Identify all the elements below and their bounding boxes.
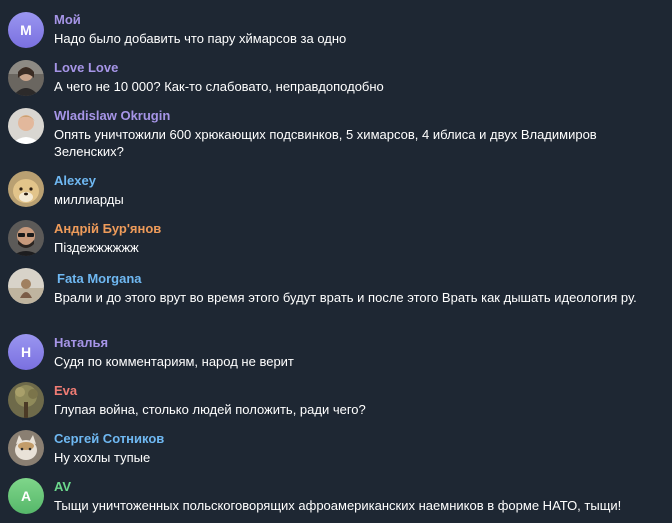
author-name[interactable]: Fata Morgana <box>57 271 142 286</box>
avatar[interactable] <box>8 60 44 96</box>
user-photo-icon <box>8 220 44 256</box>
doge-photo-icon <box>8 171 44 207</box>
comment-text: А чего не 10 000? Как-то слабовато, неправдоподобно <box>54 79 384 94</box>
user-photo-icon <box>8 60 44 96</box>
author-name[interactable]: Андрій Бур'янов <box>54 221 162 236</box>
author-name[interactable]: Eva <box>54 383 78 398</box>
avatar[interactable] <box>8 382 44 418</box>
user-photo-icon <box>8 268 44 304</box>
comment-text: Опять уничтожили 600 хрюкающих подсвинков, 5 химарсов, 4 иблиса и двух Владимиров Зеленских? <box>54 127 597 159</box>
author-name[interactable]: Alexey <box>54 173 96 188</box>
avatar[interactable] <box>8 220 44 256</box>
nature-photo-icon <box>8 382 44 418</box>
author-name[interactable]: Наталья <box>54 335 109 350</box>
comment-text: Надо было добавить что пару хймарсов за одно <box>54 31 347 46</box>
user-photo-icon <box>8 108 44 144</box>
author-name[interactable]: Love Love <box>54 60 119 75</box>
comment-text: Піздежжжжжж <box>54 240 139 255</box>
author-name[interactable]: AV <box>54 479 72 494</box>
avatar[interactable] <box>8 108 44 144</box>
avatar-initial: М <box>20 22 32 38</box>
avatar[interactable] <box>8 171 44 207</box>
avatar[interactable] <box>8 478 44 514</box>
author-name[interactable]: Мой <box>54 12 81 27</box>
avatar-initial: A <box>20 488 32 504</box>
comment-text: Тыщи уничтоженных польскоговорящих афроамериканских наемников в форме НАТО, тыщи! <box>54 498 622 513</box>
avatar[interactable] <box>8 430 44 466</box>
cat-photo-icon <box>8 430 44 466</box>
avatar-initial: Н <box>20 344 32 360</box>
author-name[interactable]: Wladislaw Okrugin <box>54 108 171 123</box>
avatar[interactable] <box>8 12 44 48</box>
comment-text: Судя по комментариям, народ не верит <box>54 354 294 369</box>
comment-text: Ну хохлы тупые <box>54 450 151 465</box>
avatar[interactable] <box>8 334 44 370</box>
comment-text: миллиарды <box>54 192 124 207</box>
comment-text: Глупая война, столько людей положить, ради чего? <box>54 402 366 417</box>
comment-text: Врали и до этого врут во время этого будут врать и после этого Врать как дышать идеология ру. <box>54 290 637 305</box>
author-name[interactable]: Сергей Сотников <box>54 431 165 446</box>
avatar[interactable] <box>8 268 44 304</box>
